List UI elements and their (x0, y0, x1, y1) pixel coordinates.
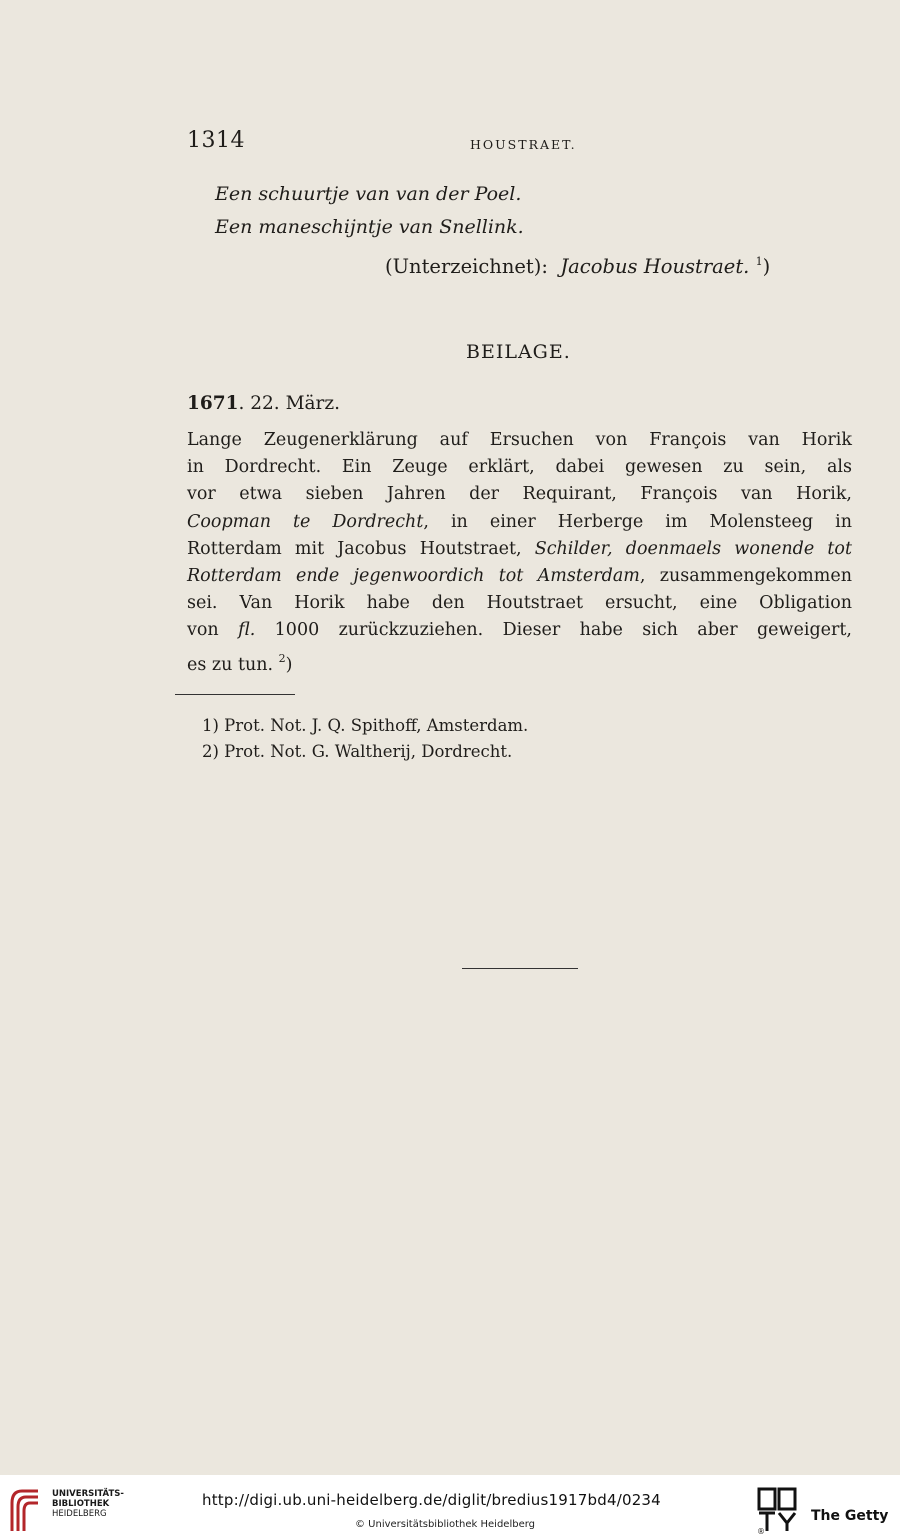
paragraph-line (187, 509, 852, 536)
registered-mark: ® (757, 1527, 765, 1536)
painting-list-item: Een schuurtje van van der Poel. (215, 183, 522, 205)
page-number: 1314 (187, 128, 245, 153)
footnote: 1) Prot. Not. J. Q. Spithoff, Amsterdam. (202, 716, 529, 735)
plain-phrase: , zusammengekommen (639, 566, 852, 587)
end-rule (462, 968, 578, 969)
closing-paren: ) (762, 255, 771, 278)
footnote-ref: 2 (278, 651, 286, 665)
paragraph-line: sei. Van Horik habe den Houtstraet ersucht, eine Obligation (187, 593, 852, 614)
uni-name-line: HEIDELBERG (52, 1509, 107, 1519)
body-paragraph (187, 427, 852, 679)
closing-paren: ) (285, 654, 293, 675)
paragraph-line (187, 617, 852, 644)
plain-phrase: Rotterdam mit Jacobus Houtstraet, (187, 538, 535, 559)
footnote-ref: 1 (755, 255, 763, 268)
paragraph-line (187, 645, 852, 679)
uni-name-line: UNIVERSITÄTS- (52, 1489, 124, 1499)
plain-phrase: von (187, 620, 239, 641)
signature-line (385, 255, 770, 278)
paragraph-line: in Dordrecht. Ein Zeuge erklärt, dabei gewesen zu sein, als (187, 457, 852, 478)
entry-date (187, 393, 340, 414)
signature-label: (Unterzeichnet): (385, 255, 548, 278)
footnote-divider (175, 694, 295, 695)
paragraph-line: Lange Zeugenerklärung auf Ersuchen von François van Horik (187, 430, 852, 450)
university-library-logo-icon (8, 1487, 44, 1533)
copyright-notice: © Universitätsbibliothek Heidelberg (355, 1519, 536, 1530)
getty-name: The Getty (811, 1508, 889, 1524)
running-title: HOUSTRAET. (470, 137, 577, 152)
signature-name: Jacobus Houstraet. (560, 255, 750, 278)
italic-phrase: Schilder, doenmaels wonende tot (534, 538, 852, 559)
paragraph-line: vor etwa sieben Jahren der Requirant, François van Horik, (187, 484, 852, 505)
entry-year: 1671 (187, 393, 239, 414)
footnote: 2) Prot. Not. G. Waltherij, Dordrecht. (202, 742, 513, 761)
paragraph-line (187, 563, 852, 590)
painting-list-item: Een maneschijntje van Snellink. (215, 216, 524, 238)
footer-bar (0, 1475, 900, 1540)
plain-phrase: , in einer Herberge im Molensteeg in (423, 511, 852, 532)
italic-phrase: Rotterdam ende jegenwoordich tot Amsterdam (187, 566, 640, 587)
university-library-name (52, 1489, 124, 1519)
uni-name-line: BIBLIOTHEK (52, 1499, 110, 1509)
italic-phrase: Coopman te Dordrecht (187, 511, 424, 532)
section-title: BEILAGE. (466, 341, 571, 363)
paragraph-line (187, 536, 852, 563)
permalink-url[interactable]: http://digi.ub.uni-heidelberg.de/diglit/bredius1917bd4/0234 (202, 1491, 661, 1509)
entry-day: . 22. März. (238, 393, 341, 414)
plain-phrase: 1000 zurückzuziehen. Dieser habe sich aber geweigert, (255, 620, 852, 641)
plain-phrase: es zu tun. (187, 654, 274, 675)
italic-phrase: fl. (238, 620, 256, 641)
